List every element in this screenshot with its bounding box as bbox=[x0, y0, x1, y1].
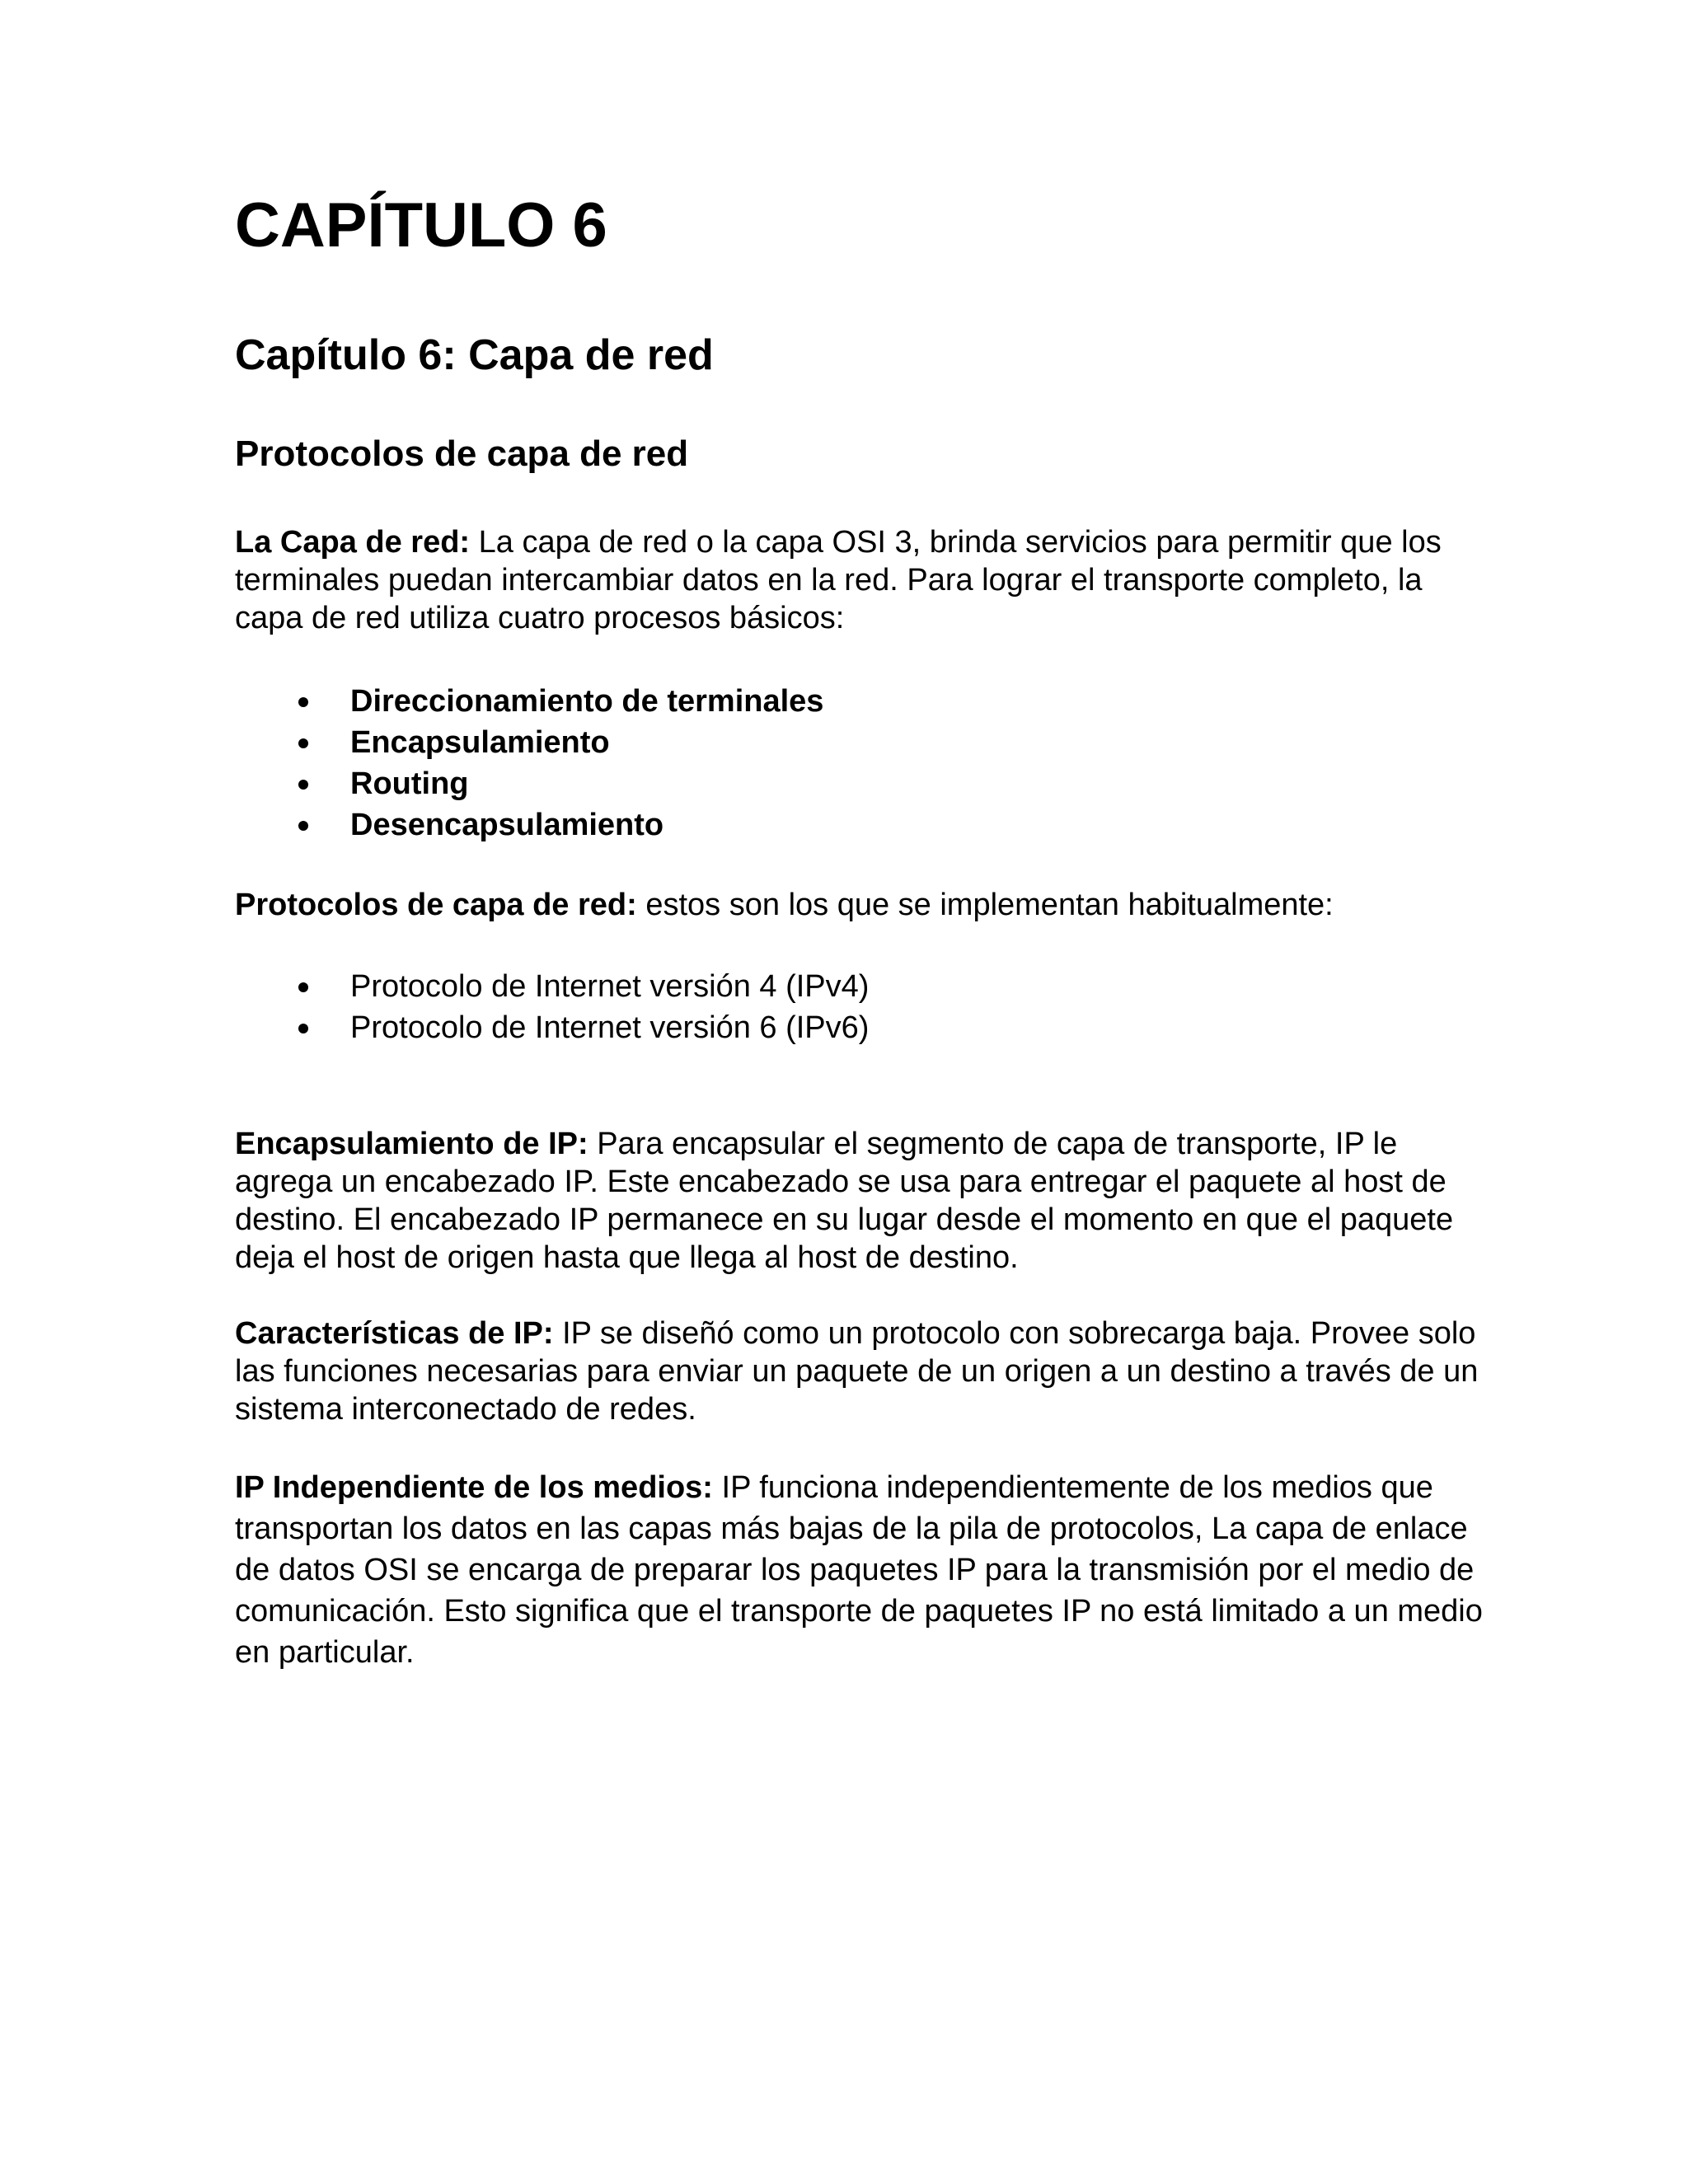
paragraph-ip-characteristics bbox=[235, 1315, 1488, 1428]
list-item bbox=[235, 722, 823, 763]
bullet-icon bbox=[298, 697, 308, 707]
paragraph-label: La Capa de red: bbox=[235, 525, 471, 560]
list-item bbox=[235, 681, 823, 722]
bullet-icon bbox=[298, 1024, 308, 1033]
paragraph-protocols bbox=[235, 886, 1488, 924]
paragraph-label: Encapsulamiento de IP: bbox=[235, 1127, 588, 1161]
list-item bbox=[235, 804, 823, 846]
bullet-icon bbox=[298, 780, 308, 790]
paragraph-ip-media-independent bbox=[235, 1467, 1488, 1673]
list-item-text: Routing bbox=[350, 766, 469, 801]
list-item-text: Protocolo de Internet versión 6 (IPv6) bbox=[350, 1010, 870, 1045]
paragraph-label: Características de IP: bbox=[235, 1316, 554, 1351]
paragraph-text: IP se diseñó como un protocolo con sobrecarga baja. Provee solo las funciones necesarias para enviar un paquete de un origen a un destino a través de un sistema interconectado de redes. bbox=[235, 1316, 1479, 1427]
paragraph-network-layer bbox=[235, 523, 1488, 637]
list-item-text: Protocolo de Internet versión 4 (IPv4) bbox=[350, 969, 870, 1004]
processes-list bbox=[235, 681, 823, 846]
list-item-text: Encapsulamiento bbox=[350, 725, 610, 760]
subsection-title: Protocolos de capa de red bbox=[235, 434, 689, 474]
paragraph-label: Protocolos de capa de red: bbox=[235, 888, 637, 922]
bullet-icon bbox=[298, 738, 308, 748]
list-item-text: Direccionamiento de terminales bbox=[350, 684, 824, 719]
section-title: Capítulo 6: Capa de red bbox=[235, 331, 714, 379]
bullet-icon bbox=[298, 821, 308, 831]
paragraph-text: IP funciona independientemente de los medios que transportan los datos en las capas más bajas de la pila de protocolos, La capa de enlace de datos OSI se encarga de preparar los paquetes IP para la transmisión por el medio de comunicación. Esto significa que el transporte de paquetes IP no está limitado a un medio en particular. bbox=[235, 1470, 1483, 1670]
list-item bbox=[235, 1007, 869, 1048]
paragraph-text: estos son los que se implementan habitualmente: bbox=[636, 888, 1334, 922]
list-item-text: Desencapsulamiento bbox=[350, 808, 664, 842]
list-item bbox=[235, 966, 869, 1007]
list-item bbox=[235, 763, 823, 804]
chapter-title: CAPÍTULO 6 bbox=[235, 190, 607, 260]
bullet-icon bbox=[298, 982, 308, 992]
protocols-list bbox=[235, 966, 869, 1048]
paragraph-ip-encapsulation bbox=[235, 1125, 1488, 1277]
paragraph-text: La capa de red o la capa OSI 3, brinda servicios para permitir que los terminales puedan intercambiar datos en la red. Para lograr el transporte completo, la capa de red utiliza cuatro procesos básicos: bbox=[235, 525, 1442, 635]
paragraph-label: IP Independiente de los medios: bbox=[235, 1470, 713, 1505]
paragraph-text: Para encapsular el segmento de capa de transporte, IP le agrega un encabezado IP. Este encabezado se usa para entregar el paquete al host de destino. El encabezado IP permanece en su lugar desde el momento en que el paquete deja el host de origen hasta que llega al host de destino. bbox=[235, 1127, 1454, 1275]
